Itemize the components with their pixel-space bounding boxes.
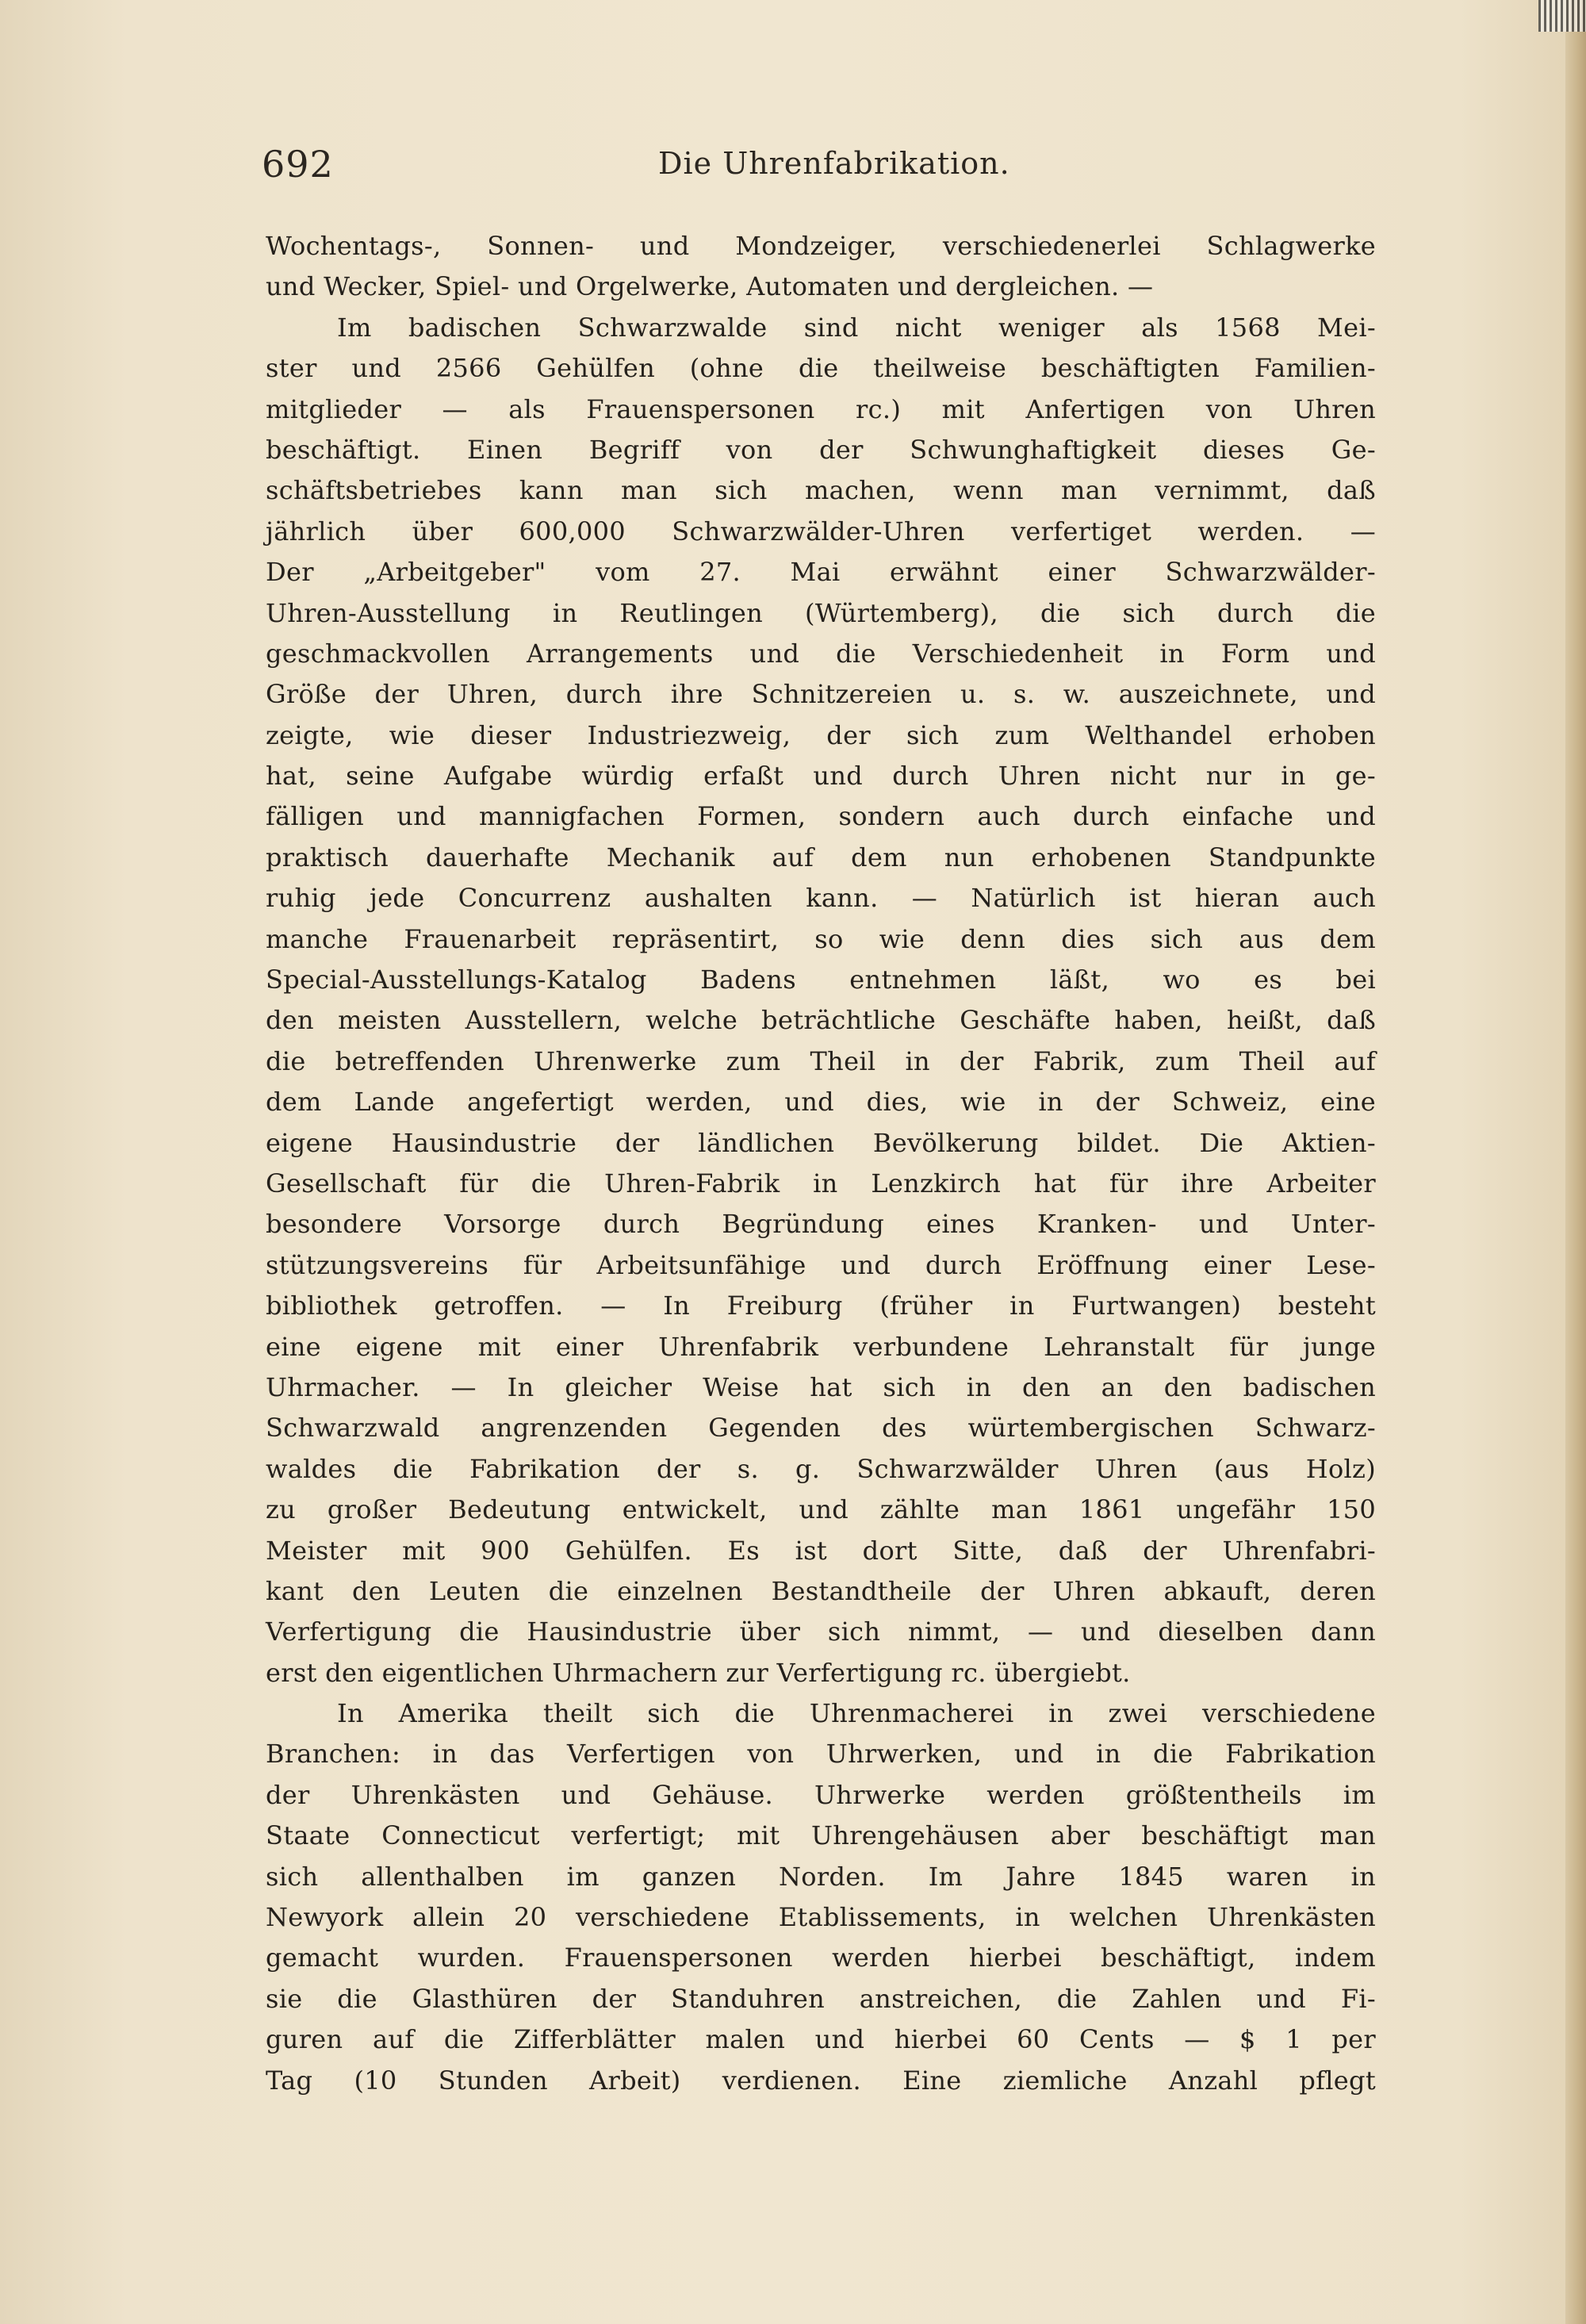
text-line: Branchen: in das Verfertigen von Uhrwerken, und in die Fabrikation [266, 1739, 1376, 1770]
text-line: Meister mit 900 Gehülfen. Es ist dort Sitte, daß der Uhrenfabri- [266, 1535, 1376, 1566]
text-line: Größe der Uhren, durch ihre Schnitzereien u. s. w. auszeichnete, und [266, 679, 1376, 710]
text-line: sie die Glasthüren der Standuhren anstreichen, die Zahlen und Fi- [266, 1983, 1376, 2014]
text-line: der Uhrenkästen und Gehäuse. Uhrwerke werden größtentheils im [266, 1779, 1376, 1810]
text-line: Im badischen Schwarzwalde sind nicht weniger als 1568 Mei- [337, 312, 1376, 343]
text-line: die betreffenden Uhrenwerke zum Theil in der Fabrik, zum Theil auf [266, 1045, 1376, 1076]
text-line: ster und 2566 Gehülfen (ohne die theilweise beschäftigten Familien- [266, 353, 1376, 384]
text-line: schäftsbetriebes kann man sich machen, wenn man vernimmt, daß [266, 475, 1376, 506]
text-line: waldes die Fabrikation der s. g. Schwarzwälder Uhren (aus Holz) [266, 1453, 1376, 1484]
text-line: gemacht wurden. Frauenspersonen werden hierbei beschäftigt, indem [266, 1942, 1376, 1973]
text-line: Verfertigung die Hausindustrie über sich nimmt, — und dieselben dann [266, 1616, 1376, 1647]
scan-color-bar [1538, 0, 1586, 32]
text-line: In Amerika theilt sich die Uhrenmacherei in zwei verschiedene [337, 1698, 1376, 1729]
text-line: zu großer Bedeutung entwickelt, und zählte man 1861 ungefähr 150 [266, 1494, 1376, 1525]
page-header [262, 143, 1372, 198]
text-line: den meisten Ausstellern, welche beträchtliche Geschäfte haben, heißt, daß [266, 1005, 1376, 1036]
text-line: Tag (10 Stunden Arbeit) verdienen. Eine ziemliche Anzahl pflegt [266, 2065, 1376, 2096]
text-line: beschäftigt. Einen Begriff von der Schwunghaftigkeit dieses Ge- [266, 434, 1376, 465]
text-line: fälligen und mannigfachen Formen, sondern auch durch einfache und [266, 801, 1376, 832]
text-line: Uhrmacher. — In gleicher Weise hat sich in den an den badischen [266, 1371, 1376, 1402]
text-line: geschmackvollen Arrangements und die Verschiedenheit in Form und [266, 638, 1376, 669]
running-title: Die Uhrenfabrikation. [658, 146, 1010, 181]
page-number: 692 [262, 143, 334, 186]
text-line: Schwarzwald angrenzenden Gegenden des würtembergischen Schwarz- [266, 1413, 1376, 1444]
text-line: hat, seine Aufgabe würdig erfaßt und durch Uhren nicht nur in ge- [266, 761, 1376, 792]
text-line: jährlich über 600,000 Schwarzwälder-Uhren verfertiget werden. — [266, 516, 1376, 546]
text-line: manche Frauenarbeit repräsentirt, so wie denn dies sich aus dem [266, 923, 1376, 954]
text-line: besondere Vorsorge durch Begründung eines Kranken- und Unter- [266, 1209, 1376, 1240]
text-line: praktisch dauerhafte Mechanik auf dem nun erhobenen Standpunkte [266, 842, 1376, 872]
text-line: Special-Ausstellungs-Katalog Badens entnehmen läßt, wo es bei [266, 964, 1376, 995]
text-line: guren auf die Zifferblätter malen und hierbei 60 Cents — $ 1 per [266, 2024, 1376, 2055]
text-line: stützungsvereins für Arbeitsunfähige und durch Eröffnung einer Lese- [266, 1249, 1376, 1280]
text-line: bibliothek getroffen. — In Freiburg (früher in Furtwangen) besteht [266, 1290, 1376, 1321]
text-line: mitglieder — als Frauenspersonen rc.) mit Anfertigen von Uhren [266, 393, 1376, 424]
text-line: eigene Hausindustrie der ländlichen Bevölkerung bildet. Die Aktien- [266, 1127, 1376, 1158]
text-line: eine eigene mit einer Uhrenfabrik verbundene Lehranstalt für junge [266, 1331, 1376, 1362]
text-line: und Wecker, Spiel- und Orgelwerke, Automaten und dergleichen. — [266, 271, 1154, 302]
text-line: Wochentags-, Sonnen- und Mondzeiger, verschiedenerlei Schlagwerke [266, 231, 1376, 261]
page-edge-shadow [1565, 0, 1586, 2324]
text-line: Newyork allein 20 verschiedene Etablissements, in welchen Uhrenkästen [266, 1902, 1376, 1933]
text-line: erst den eigentlichen Uhrmachern zur Verfertigung rc. übergiebt. [266, 1657, 1131, 1688]
body-text [266, 226, 1376, 2101]
text-line: kant den Leuten die einzelnen Bestandtheile der Uhren abkauft, deren [266, 1575, 1376, 1606]
text-line: ruhig jede Concurrenz aushalten kann. — Natürlich ist hieran auch [266, 883, 1376, 914]
text-line: sich allenthalben im ganzen Norden. Im Jahre 1845 waren in [266, 1861, 1376, 1892]
text-line: Uhren-Ausstellung in Reutlingen (Würtemberg), die sich durch die [266, 597, 1376, 628]
text-line: Der „Arbeitgeber" vom 27. Mai erwähnt einer Schwarzwälder- [266, 557, 1376, 588]
text-line: Staate Connecticut verfertigt; mit Uhrengehäusen aber beschäftigt man [266, 1820, 1376, 1851]
text-line: dem Lande angefertigt werden, und dies, wie in der Schweiz, eine [266, 1087, 1376, 1118]
text-line: Gesellschaft für die Uhren-Fabrik in Lenzkirch hat für ihre Arbeiter [266, 1168, 1376, 1198]
text-line: zeigte, wie dieser Industriezweig, der sich zum Welthandel erhoben [266, 719, 1376, 750]
